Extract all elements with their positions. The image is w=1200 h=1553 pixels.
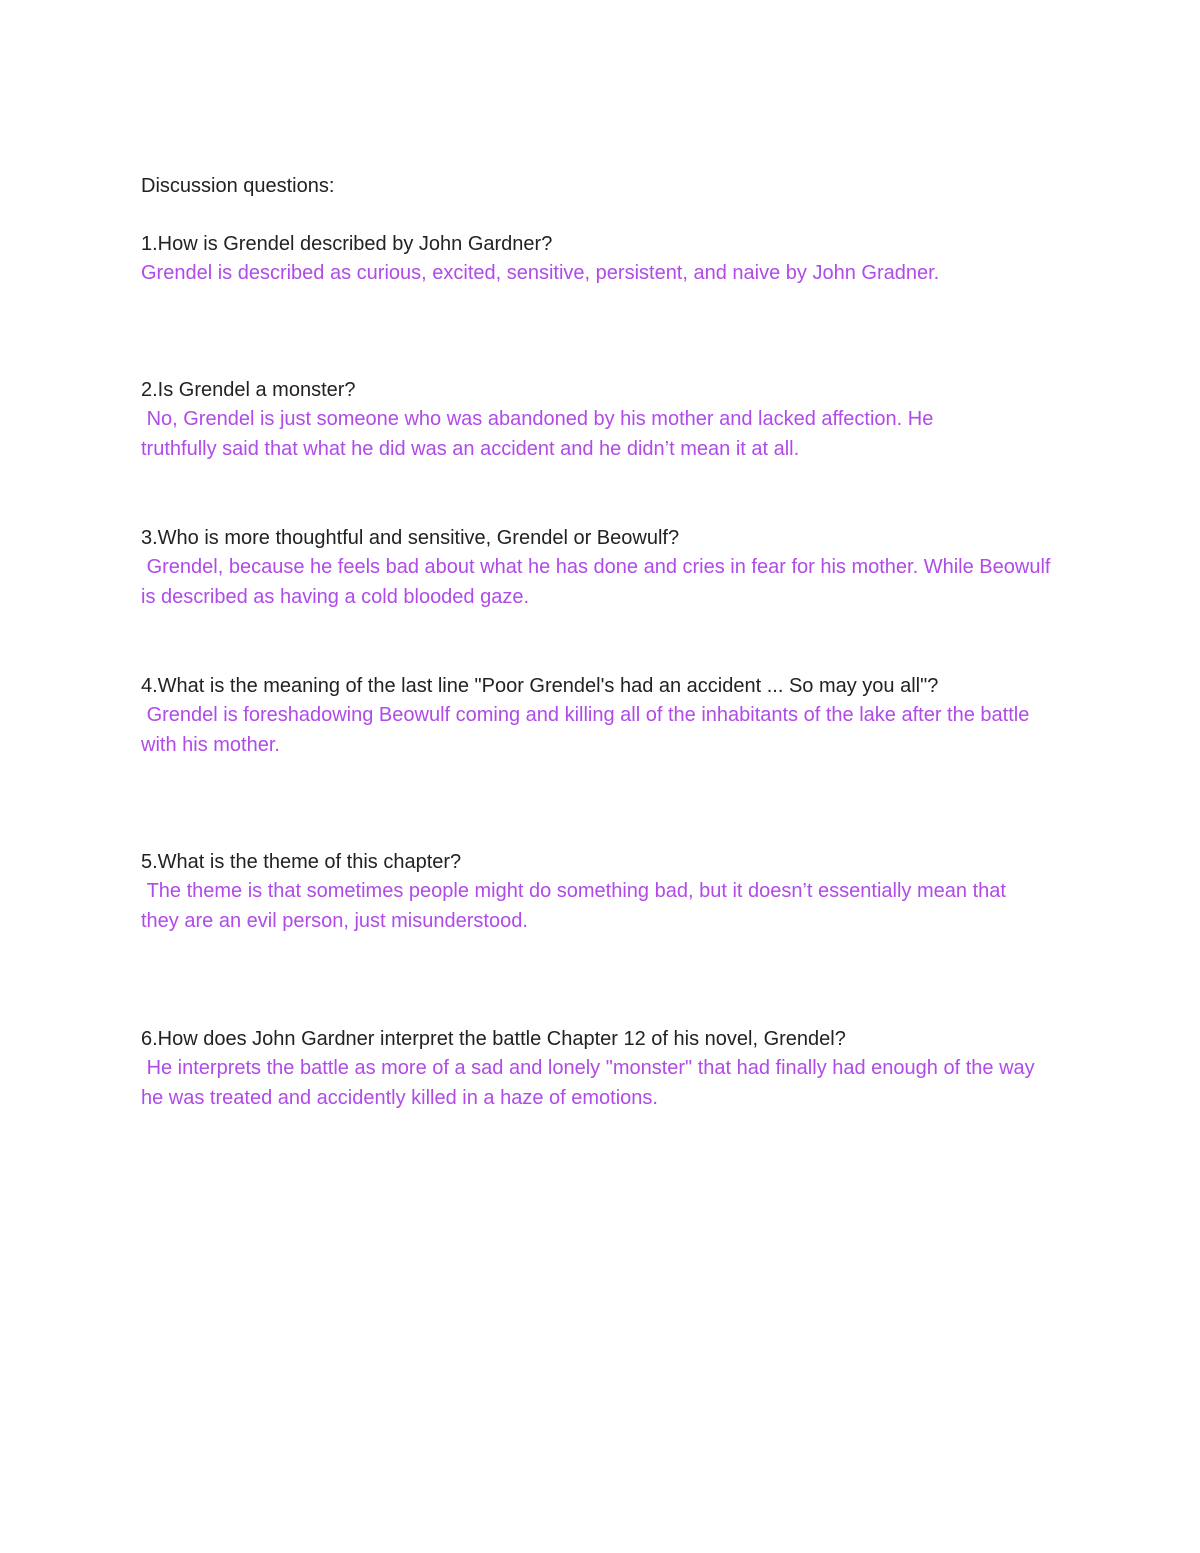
qa-item-2 xyxy=(141,376,1061,464)
answer-6: He interprets the battle as more of a sad and lonely "monster" that had finally had enough of the way he was treated and accidently killed in a haze of emotions. xyxy=(141,1057,1041,1109)
answer-5: The theme is that sometimes people might do something bad, but it doesn’t essentially mean that they are an evil person, just misunderstood. xyxy=(141,880,1012,932)
answer-1: Grendel is described as curious, excited, sensitive, persistent, and naive by John Gradner. xyxy=(141,262,940,284)
qa-item-1 xyxy=(141,230,1061,289)
question-3: 3.Who is more thoughtful and sensitive, Grendel or Beowulf? xyxy=(141,527,680,549)
question-5: 5.What is the theme of this chapter? xyxy=(141,851,462,873)
question-4: 4.What is the meaning of the last line "Poor Grendel's had an accident ... So may you all"? xyxy=(141,675,939,697)
answer-3: Grendel, because he feels bad about what he has done and cries in fear for his mother. While Beowulf is described as having a cold blooded gaze. xyxy=(141,556,1062,608)
question-1: 1.How is Grendel described by John Gardner? xyxy=(141,233,553,255)
page-heading: Discussion questions: xyxy=(141,175,335,197)
answer-4: Grendel is foreshadowing Beowulf coming and killing all of the inhabitants of the lake after the battle with his mother. xyxy=(141,704,1035,756)
qa-item-3 xyxy=(141,524,1061,612)
qa-item-4 xyxy=(141,672,1061,760)
question-6: 6.How does John Gardner interpret the battle Chapter 12 of his novel, Grendel? xyxy=(141,1028,846,1050)
answer-2: No, Grendel is just someone who was abandoned by his mother and lacked affection. He truthfully said that what he did was an accident and he didn’t mean it at all. xyxy=(141,408,939,460)
qa-item-6 xyxy=(141,1025,1061,1113)
qa-item-5 xyxy=(141,848,1061,936)
question-2: 2.Is Grendel a monster? xyxy=(141,379,356,401)
